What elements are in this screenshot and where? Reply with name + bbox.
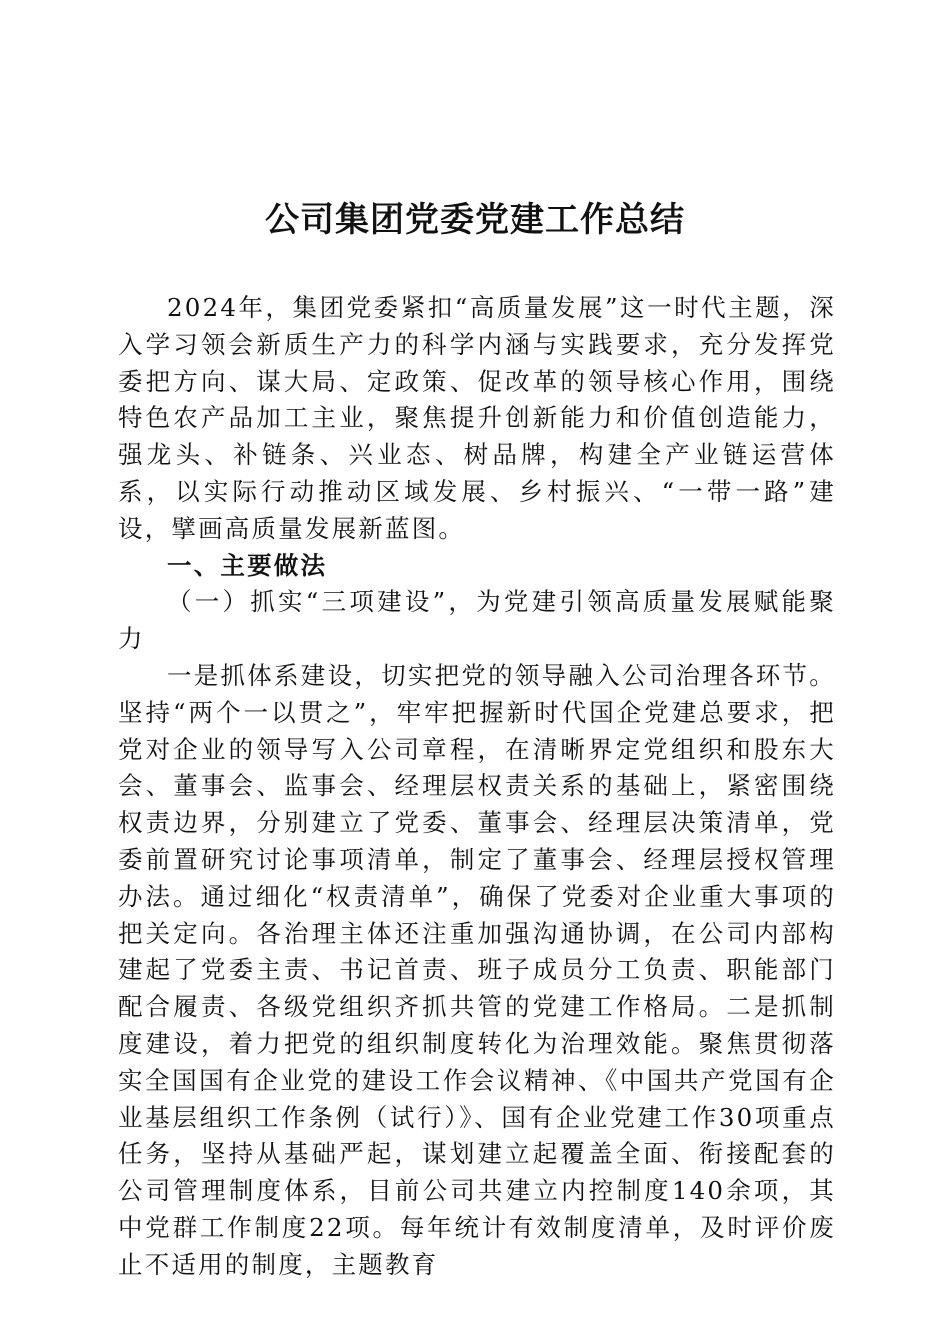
section-heading-main-practices: 一、主要做法 (167, 550, 328, 580)
intro-paragraph: 2024年，集团党委紧扣“高质量发展”这一时代主题，深入学习领会新质生产力的科学内涵与实践要求，充分发挥党委把方向、谋大局、定政策、促改革的领导核心作用，围绕特色农产品加工主业，聚焦提升创新能力和价值创造能力，强龙头、补链条、兴业态、树品牌，构建全产业链运营体系，以实际行动推动区域发展、乡村振兴、“一带一路”建设，擘画高质量发展新蓝图。 (118, 293, 836, 543)
subsection-heading-three-constructions: （一）抓实“三项建设”，为党建引领高质量发展赋能聚力 (118, 587, 836, 654)
document-title: 公司集团党委党建工作总结 (265, 200, 685, 240)
body-paragraph: 一是抓体系建设，切实把党的领导融入公司治理各环节。坚持“两个一以贯之”，牢牢把握新时代国企党建总要求，把党对企业的领导写入公司章程，在清晰界定党组织和股东大会、董事会、监事会、经理层权责关系的基础上，紧密围绕权责边界，分别建立了党委、董事会、经理层决策清单，党委前置研究讨论事项清单，制定了董事会、经理层授权管理办法。通过细化“权责清单”，确保了党委对企业重大事项的把关定向。各治理主体还注重加强沟通协调，在公司内部构建起了党委主责、书记首责、班子成员分工负责、职能部门配合履责、各级党组织齐抓共管的党建工作格局。二是抓制度建设，着力把党的组织制度转化为治理效能。聚焦贯彻落实全国国有企业党的建设工作会议精神、《中国共产党国有企业基层组织工作条例（试行）》、国有企业党建工作30项重点任务，坚持从基础严起，谋划建立起覆盖全面、衔接配套的公司管理制度体系，目前公司共建立内控制度140余项，其中党群工作制度22项。每年统计有效制度清单，及时评价废止不适用的制度，主题教育 (118, 660, 836, 1279)
document-body (118, 290, 836, 1284)
